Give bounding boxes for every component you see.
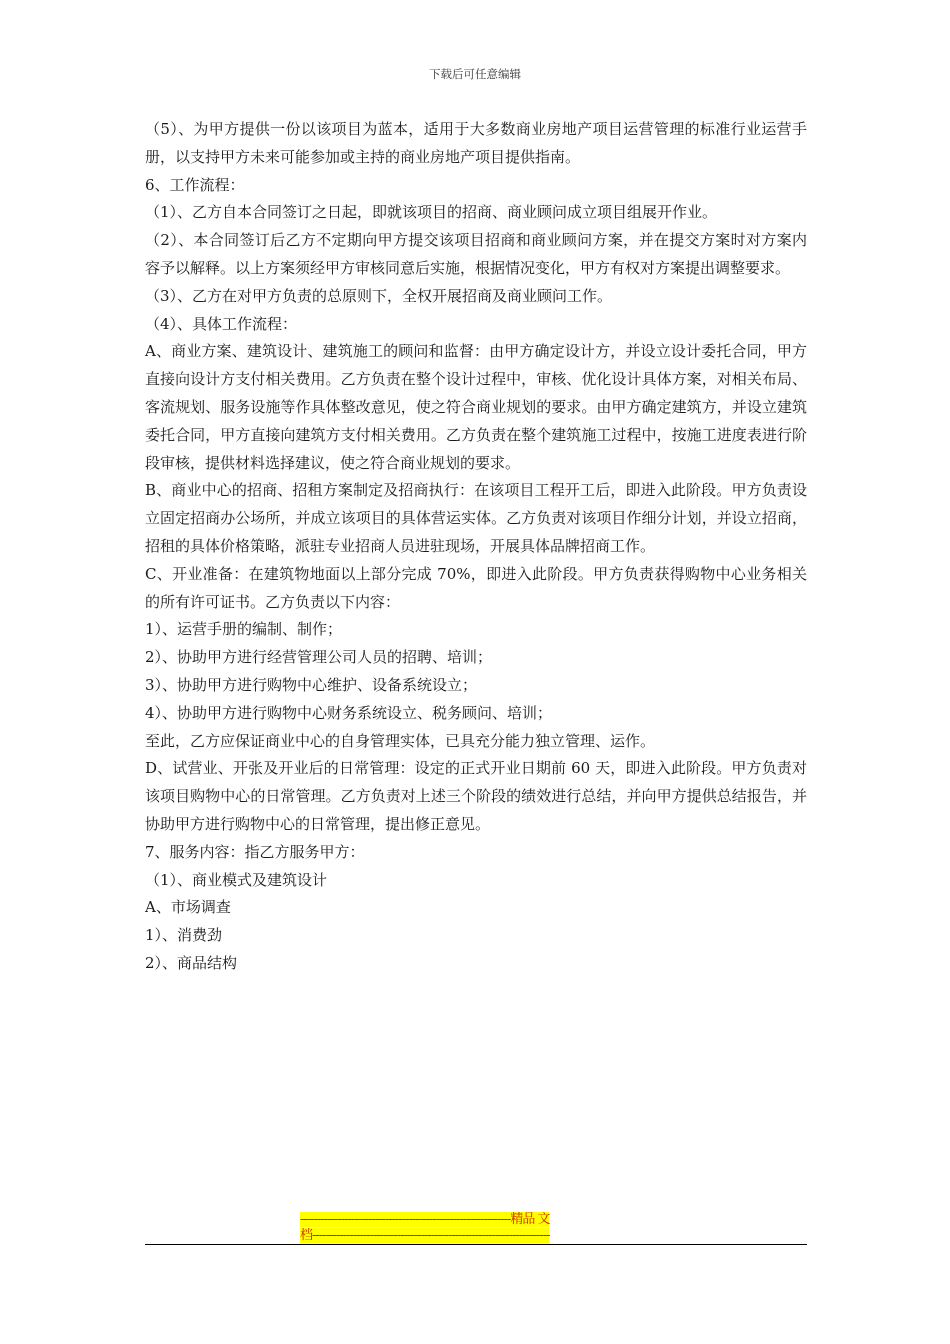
paragraph: （1）、乙方自本合同签订之日起，即就该项目的招商、商业顾问成立项目组展开作业。 bbox=[145, 203, 718, 222]
list-item: A、市场调查 bbox=[145, 898, 231, 917]
list-item: 1）、运营手册的编制、制作； bbox=[145, 620, 343, 639]
paragraph: （1）、商业模式及建筑设计 bbox=[145, 870, 328, 889]
paragraph: （4）、具体工作流程： bbox=[145, 314, 298, 333]
list-item: 2）、协助甲方进行经营管理公司人员的招聘、培训； bbox=[145, 648, 493, 667]
paragraph: D、试营业、开张及开业后的日常管理：设定的正式开业日期前 60 天，即进入此阶段。甲方负责对该项目购物中心的日常管理。乙方负责对上述三个阶段的绩效进行总结，并向甲方提供总结报告，并协助甲方进行购物中心的日常管理，提出修正意见。 bbox=[145, 759, 807, 833]
list-item: 3）、协助甲方进行购物中心维护、设备系统设立； bbox=[145, 675, 478, 694]
paragraph: （5）、为甲方提供一份以该项目为蓝本，适用于大多数商业房地产项目运营管理的标准行业运营手册，以支持甲方未来可能参加或主持的商业房地产项目提供指南。 bbox=[145, 120, 807, 166]
list-item: 4）、协助甲方进行购物中心财务系统设立、税务顾问、培训； bbox=[145, 703, 553, 722]
document-body bbox=[145, 116, 807, 978]
section-heading: 7、服务内容：指乙方服务甲方： bbox=[145, 842, 365, 861]
paragraph: A、商业方案、建筑设计、建筑施工的顾问和监督：由甲方确定设计方，并设立设计委托合同，甲方直接向设计方支付相关费用。乙方负责在整个设计过程中，审核、优化设计具体方案，对相关布局、客流规划、服务设施等作具体整改意见，使之符合商业规划的要求。由甲方确定建筑方，并设立建筑委托合同，甲方直接向建筑方支付相关费用。乙方负责在整个建筑施工过程中，按施工进度表进行阶段审核，提供材料选择建议，使之符合商业规划的要求。 bbox=[145, 342, 807, 472]
page-header: 下载后可任意编辑 bbox=[429, 67, 521, 81]
section-heading: 6、工作流程： bbox=[145, 175, 245, 194]
footer-line-2: 档---------------------------------------------------------------------- bbox=[300, 1228, 550, 1243]
paragraph: （3）、乙方在对甲方负责的总原则下，全权开展招商及商业顾问工作。 bbox=[145, 286, 613, 305]
paragraph: C、开业准备：在建筑物地面以上部分完成 70%，即进入此阶段。甲方负责获得购物中心业务相关的所有许可证书。乙方负责以下内容： bbox=[145, 564, 807, 611]
paragraph: （2）、本合同签订后乙方不定期向甲方提交该项目招商和商业顾问方案，并在提交方案时对方案内容予以解释。以上方案须经甲方审核同意后实施，根据情况变化，甲方有权对方案提出调整要求。 bbox=[145, 231, 807, 277]
paragraph: B、商业中心的招商、招租方案制定及招商执行：在该项目工程开工后，即进入此阶段。甲方负责设立固定招商办公场所，并成立该项目的具体营运实体。乙方负责对该项目作细分计划，并设立招商，招租的具体价格策略，派驻专业招商人员进驻现场，开展具体品牌招商工作。 bbox=[145, 481, 807, 555]
list-item: 2）、商品结构 bbox=[145, 953, 238, 972]
footer-line-1: --------------------------------------------------------------精品 文 bbox=[300, 1212, 550, 1227]
footer-watermark bbox=[300, 1212, 648, 1244]
footer-divider bbox=[145, 1244, 807, 1245]
list-item: 1）、消费劲 bbox=[145, 926, 223, 945]
paragraph: 至此，乙方应保证商业中心的自身管理实体，已具充分能力独立管理、运作。 bbox=[145, 731, 656, 750]
